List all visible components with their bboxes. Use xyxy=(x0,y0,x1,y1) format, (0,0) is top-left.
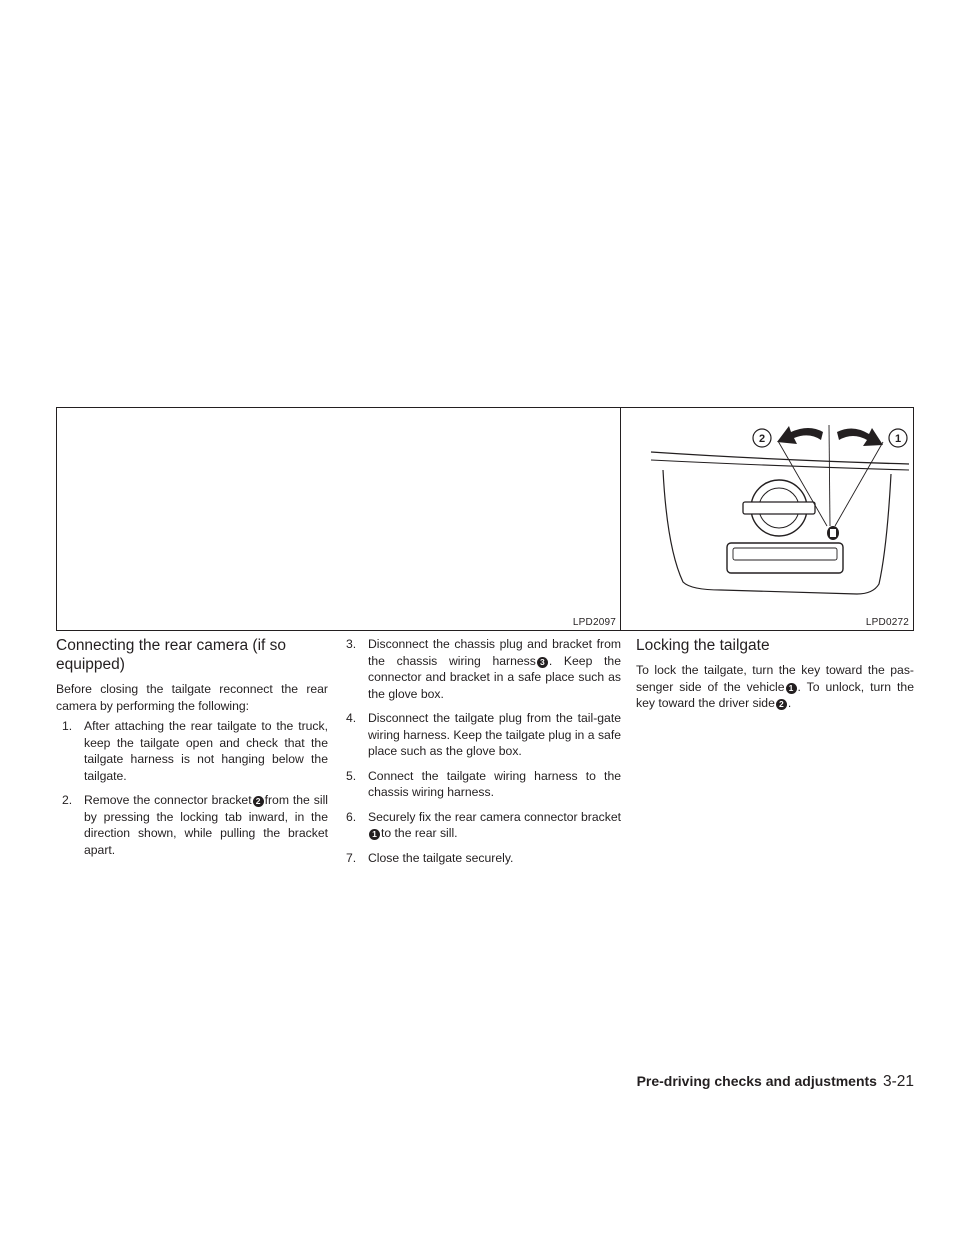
callout-2-icon: 2 xyxy=(253,796,264,807)
figure-code: LPD2097 xyxy=(572,617,616,628)
column-1 xyxy=(56,636,328,866)
step-text: Connect the tailgate wiring harness to the chassis wiring harness. xyxy=(368,768,621,799)
callout-2-icon: 2 xyxy=(776,699,787,710)
list-item xyxy=(62,792,328,858)
step-number: 1. xyxy=(62,719,73,733)
text-run: . To unlock, turn the key toward the driver side xyxy=(636,679,914,710)
list-item xyxy=(346,850,621,867)
step-text: Securely fix the rear camera connector bracket xyxy=(368,809,621,824)
step-text: Disconnect the tailgate plug from the tail-gate wiring harness. Keep the tailgate plug in a safe place such as the glove box. xyxy=(368,711,621,758)
callout-3-icon: 3 xyxy=(537,657,548,668)
column-2 xyxy=(346,636,621,874)
list-item xyxy=(346,710,621,760)
steps-list xyxy=(56,718,328,858)
lock-paragraph xyxy=(636,662,914,712)
step-text: . Keep the connector and bracket in a safe place such as the glove box. xyxy=(368,653,621,701)
callout-label: 1 xyxy=(894,433,902,445)
figure-code: LPD0272 xyxy=(865,617,909,628)
tailgate-handle-illustration xyxy=(621,408,913,630)
column-3 xyxy=(636,636,914,712)
chapter-title: Pre-driving checks and adjustments xyxy=(636,1073,877,1089)
step-text: Close the tailgate securely. xyxy=(368,850,514,865)
page-number: 3-21 xyxy=(882,1073,914,1090)
step-number: 7. xyxy=(346,850,357,865)
step-number: 4. xyxy=(346,711,357,725)
page-footer xyxy=(598,1073,914,1091)
callout-1-icon: 1 xyxy=(369,829,380,840)
list-item xyxy=(346,768,621,801)
step-text: from the sill by pressing the locking tab inward, in the direction shown, while pulling the bracket apart. xyxy=(84,793,328,857)
step-number: 2. xyxy=(62,793,73,807)
list-item xyxy=(346,636,621,702)
figure-camera-connector xyxy=(56,407,621,631)
step-text: Disconnect the chassis plug and bracket from the chassis wiring harness xyxy=(368,637,621,668)
text-run: . xyxy=(787,696,792,710)
step-number: 6. xyxy=(346,809,357,824)
text-run: To lock the tailgate, turn the key toward the pas-senger side of the vehicle xyxy=(636,663,914,694)
step-text: Remove the connector bracket xyxy=(84,793,252,807)
figure-tailgate-lock xyxy=(620,407,914,631)
list-item xyxy=(346,809,621,842)
steps-list xyxy=(346,636,621,866)
step-text: to the rear sill. xyxy=(381,826,458,840)
callout-label: 2 xyxy=(758,433,766,445)
section-heading: Locking the tailgate xyxy=(636,637,770,654)
step-number: 5. xyxy=(346,768,357,783)
intro-paragraph: Before closing the tailgate reconnect the rear camera by performing the following: xyxy=(56,682,328,713)
step-text: After attaching the rear tailgate to the truck, keep the tailgate open and check that the tailgate harness is not hanging below the tailgate. xyxy=(84,719,328,783)
callout-1-icon: 1 xyxy=(786,683,797,694)
section-heading: Connecting the rear camera (if so equipped) xyxy=(56,637,287,673)
list-item xyxy=(62,718,328,784)
step-number: 3. xyxy=(346,637,357,651)
